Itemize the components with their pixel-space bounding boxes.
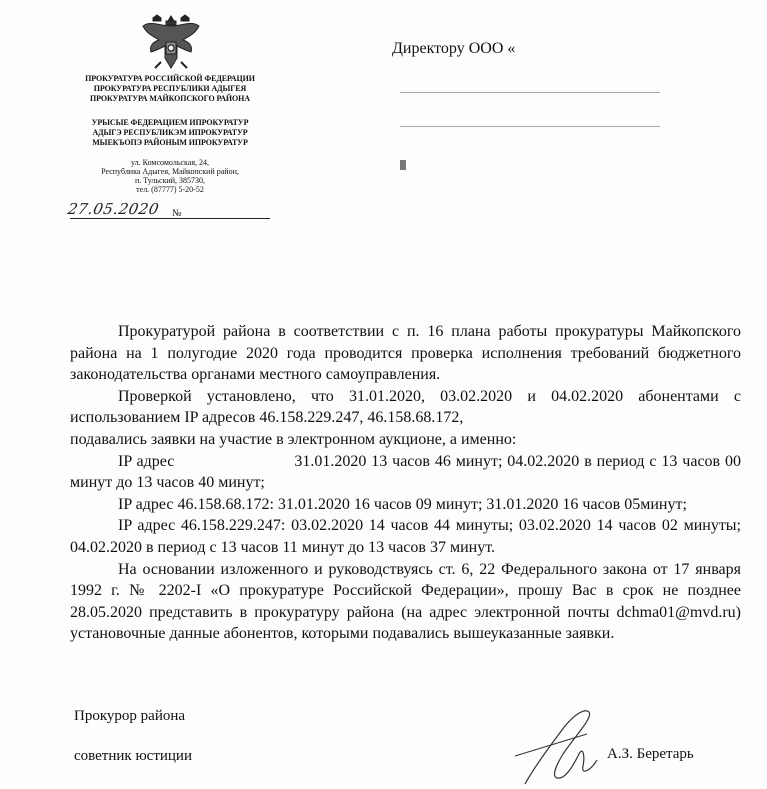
address-line: тел. (87777) 5-20-52 — [136, 185, 204, 194]
coat-of-arms-emblem — [139, 12, 203, 72]
address-line: ул. Комсомольская, 24, — [130, 158, 210, 167]
org-header-line: ПРОКУРАТУРА МАЙКОПСКОГО РАЙОНА — [90, 94, 250, 103]
org-header-line: ПРОКУРАТУРА РОССИЙСКОЙ ФЕДЕРАЦИИ — [85, 74, 255, 83]
signer-name: А.З. Беретарь — [607, 746, 694, 762]
paragraph: Прокуратурой района в соответствии с п. 16 плана работы прокуратуры Майкопского района на 1 полугодие 2020 года проводится проверка исполнения требований бюджетного законодательства органами местного самоуправления. — [70, 323, 741, 384]
letter-body — [70, 321, 741, 645]
signer-rank: советник юстиции — [74, 748, 192, 764]
signer-title: Прокурор района — [74, 708, 186, 724]
address-line: п. Тульский, 385730, — [134, 176, 206, 185]
org-header-line: ПРОКУРАТУРА РЕСПУБЛИКИ АДЫГЕЯ — [93, 84, 247, 93]
org-header-line: УРЫСЫЕ ФЕДЕРАЦИЕМ ИПРОКУРАТУР — [91, 118, 249, 127]
addressee: Директору ООО « — [392, 40, 516, 57]
handwritten-signature — [505, 696, 615, 789]
org-header-russian — [60, 74, 280, 104]
org-header-adyghe — [60, 118, 280, 148]
redaction-mark — [400, 160, 406, 170]
paragraph-text: 31.01.2020 13 часов 46 минут; 04.02.2020 в период с 13 часов 00 минут до 13 часов 40 минут; — [70, 452, 742, 492]
document-number-sign: № — [172, 208, 182, 219]
ip-label: IP адрес — [118, 452, 175, 470]
paragraph-text: Проверкой установлено, что 31.01.2020, 03.02.2020 и 04.02.2020 абонентами с использованием IP адресов 46.158.229.247, 46.158.68.172, — [70, 387, 741, 427]
paragraph — [70, 451, 741, 494]
org-header-line: МЫЕКЪОПЭ РАЙОНЫМ ИПРОКУРАТУР — [92, 138, 248, 147]
org-header-line: АДЫГЭ РЕСПУБЛИКЭМ ИПРОКУРАТУР — [92, 128, 248, 137]
paragraph: IP адрес 46.158.229.247: 03.02.2020 14 часов 44 минуты; 03.02.2020 14 часов 02 минуты; 04.02.2020 в период с 13 часов 11 минут до 13 часов 37 минут. — [70, 517, 741, 556]
redaction-mark — [400, 92, 660, 93]
handwritten-date: 27.05.2020 — [66, 200, 161, 218]
address-line: Республика Адыгея, Майкопский район, — [101, 167, 239, 176]
paragraph — [70, 386, 741, 429]
paragraph: На основании изложенного и руководствуясь ст. 6, 22 Федерального закона от 17 января 1992 г. № 2202-I «О прокуратуре Российской Федерации», прошу Вас в срок не позднее 28.05.2020 представить в прокуратуру района (на адрес электронной почты dchma01@mvd.ru) установочные данные абонентов, которыми подавались вышеуказанные заявки. — [70, 560, 741, 643]
redaction-mark — [400, 126, 660, 127]
org-address — [80, 158, 260, 194]
paragraph: IP адрес 46.158.68.172: 31.01.2020 16 часов 09 минут; 31.01.2020 16 часов 05минут; — [118, 495, 687, 513]
paragraph: подавались заявки на участие в электронном аукционе, а именно: — [70, 430, 517, 448]
